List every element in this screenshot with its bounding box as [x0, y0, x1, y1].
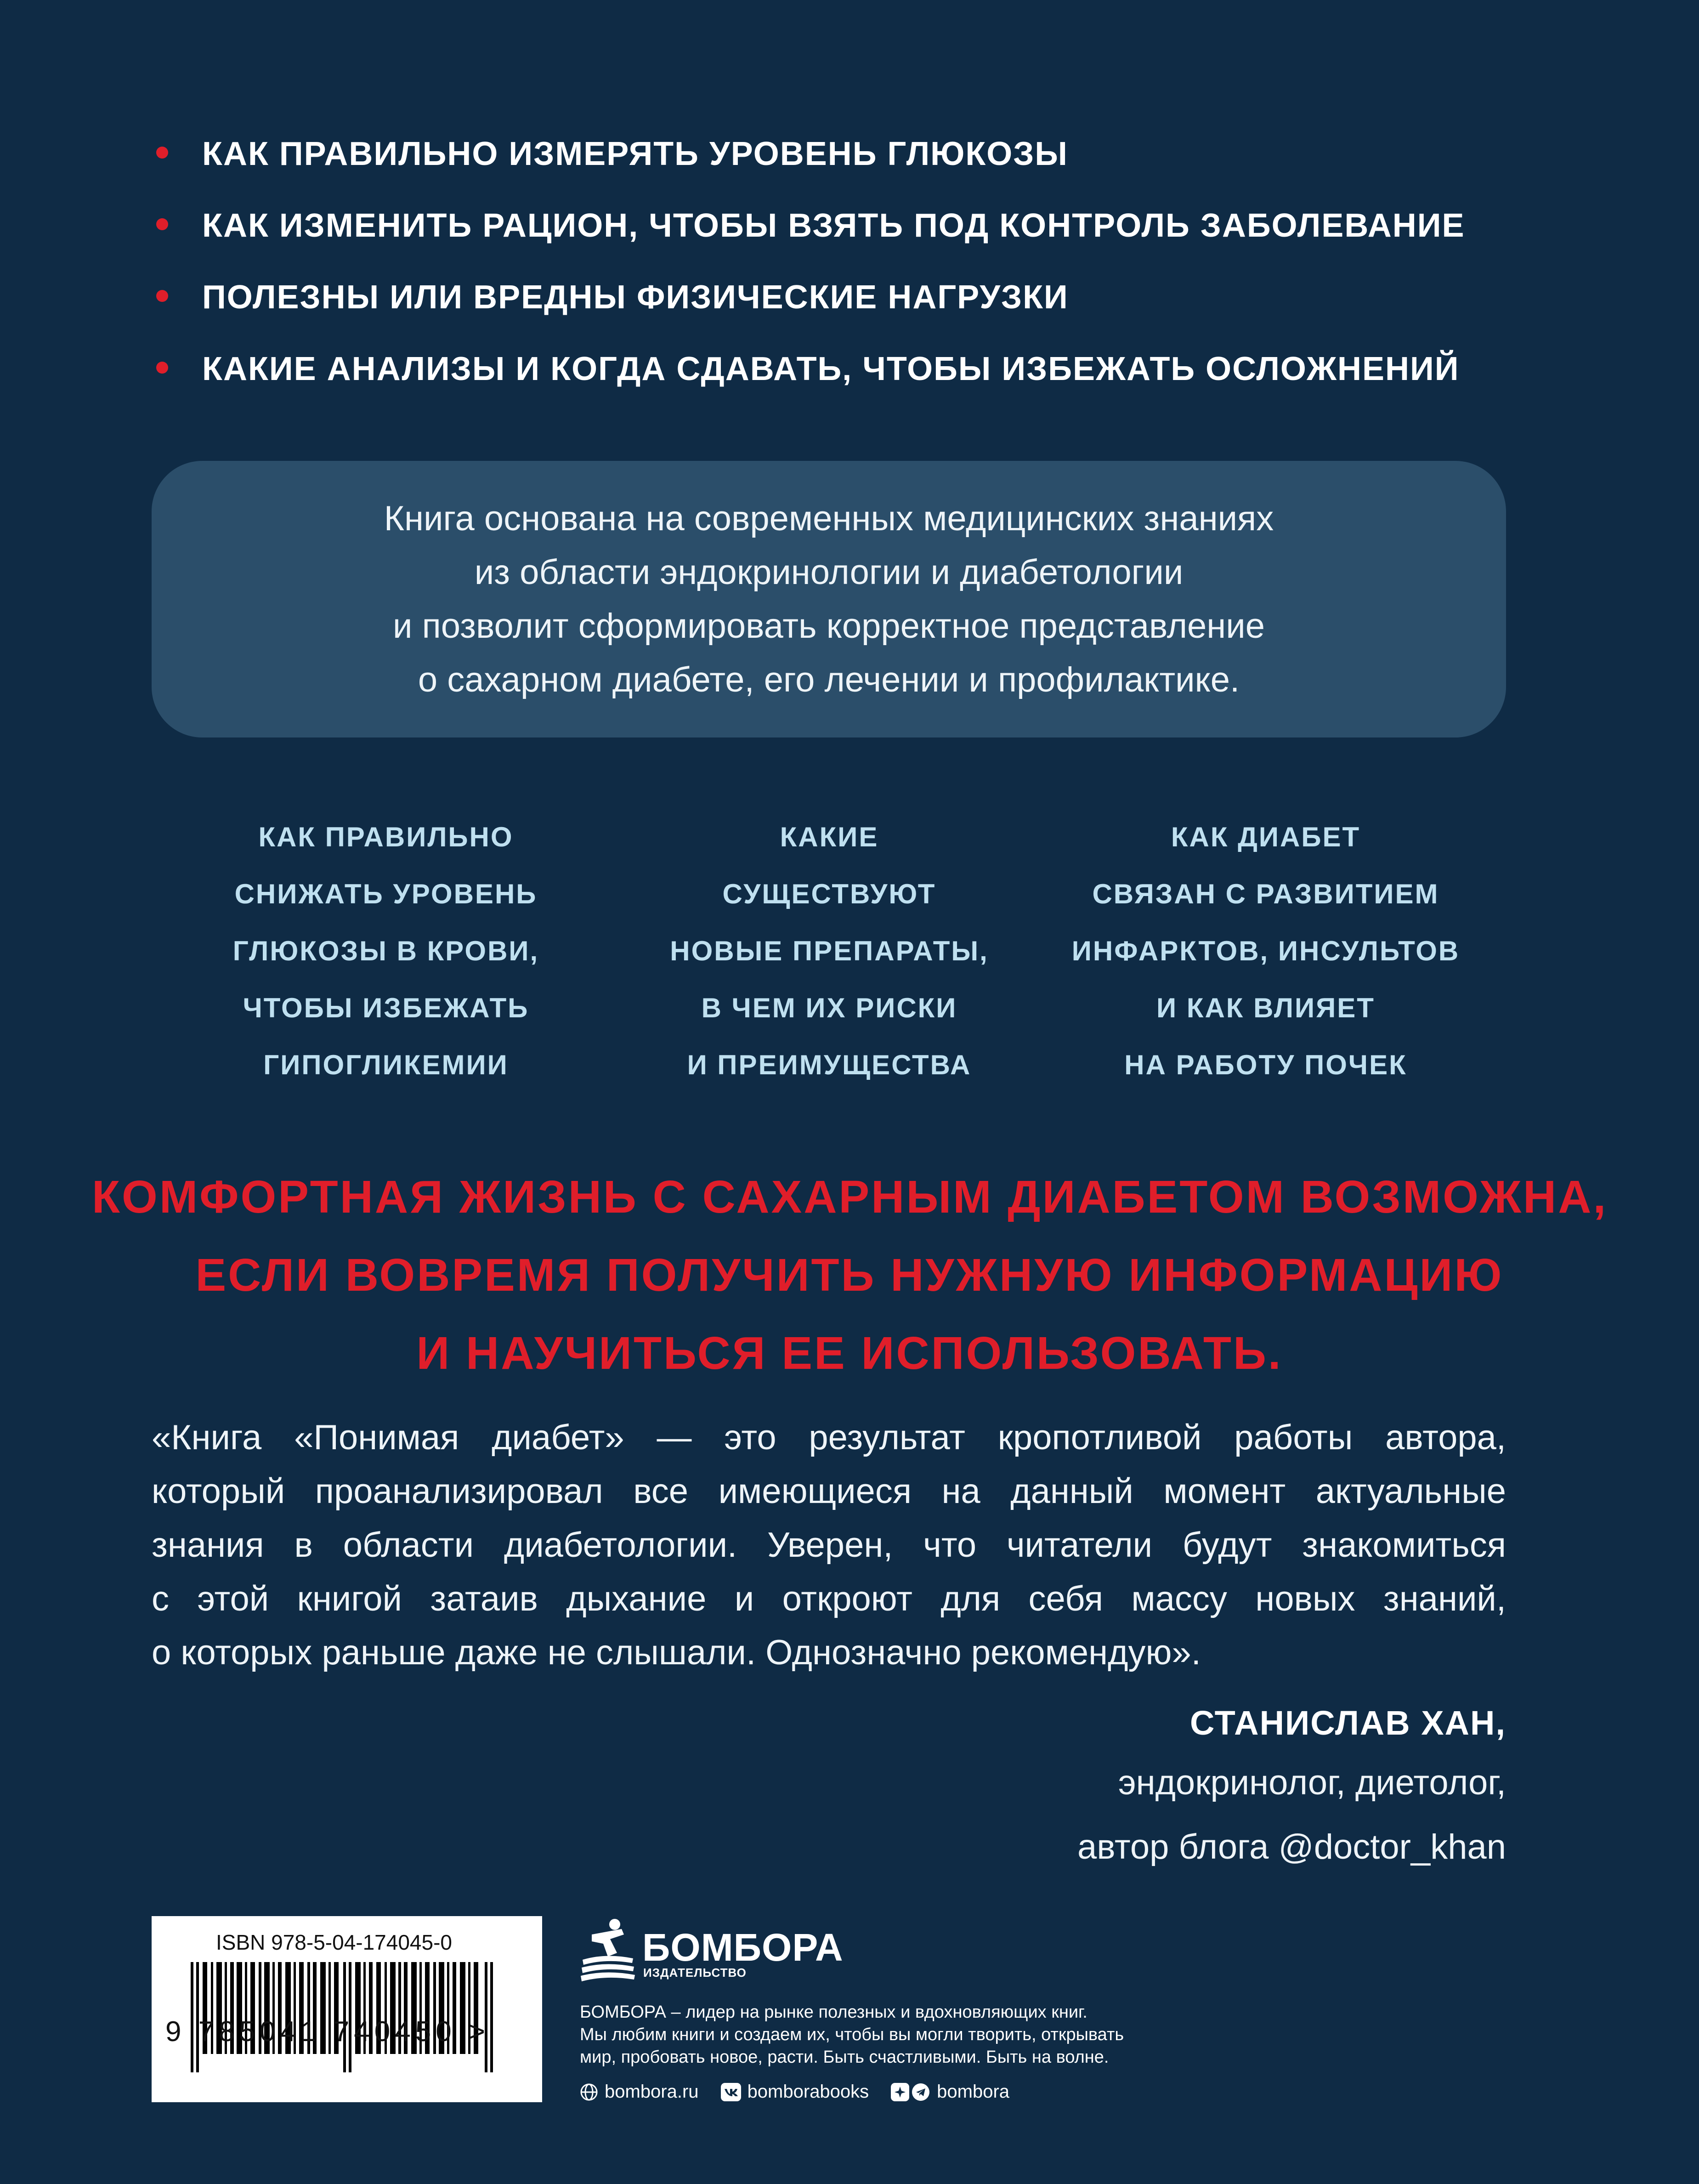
topic-column-3: КАК ДИАБЕТ СВЯЗАН С РАЗВИТИЕМ ИНФАРКТОВ, ИНСУЛЬТОВ И КАК ВЛИЯЕТ НА РАБОТУ ПОЧЕК: [1071, 822, 1460, 1080]
barcode-digits: 9 785041 740450 >: [165, 2016, 490, 2048]
endorsement-quote: «Книга «Понимая диабет» — это результат кропотливой работы автора, который проанализировал все имеющиеся на данный момент актуальные знания в области диабетологии. Уверен, что читатели будут знакомиться с этой книгой затаив дыхание и откроют для себя массу новых знаний, о которых раньше даже не слышали. Однозначно рекомендую».: [152, 1418, 1506, 1672]
isbn-barcode: [152, 1916, 542, 2102]
bullet-item: ПОЛЕЗНЫ ИЛИ ВРЕДНЫ ФИЗИЧЕСКИЕ НАГРУЗКИ: [152, 274, 1576, 346]
bullet-item: КАКИЕ АНАЛИЗЫ И КОГДА СДАВАТЬ, ЧТОБЫ ИЗБЕЖАТЬ ОСЛОЖНЕНИЙ: [152, 346, 1576, 418]
social-link-telegram[interactable]: bombora: [891, 2082, 1009, 2102]
info-box: [152, 461, 1506, 737]
publisher-description: БОМБОРА – лидер на рынке полезных и вдохновляющих книг. Мы любим книги и создаем их, чтобы вы могли творить, открывать мир, пробовать новое, расти. Быть счастливыми. Быть на волне.: [580, 2002, 1124, 2067]
author-role: эндокринолог, диетолог,: [1118, 1763, 1506, 1802]
author-blog: автор блога @doctor_khan: [1077, 1827, 1506, 1866]
telegram-icon: [891, 2083, 930, 2101]
globe-icon: [580, 2083, 598, 2101]
isbn-label: ISBN 978-5-04-174045-0: [216, 1930, 452, 1954]
social-links: [580, 2082, 1009, 2102]
red-bullet-icon: [156, 362, 168, 374]
social-link-vk[interactable]: bomborabooks: [721, 2082, 869, 2102]
quote-author: [1077, 1696, 1506, 1879]
tagline: КОМФОРТНАЯ ЖИЗНЬ С САХАРНЫМ ДИАБЕТОМ ВОЗМОЖНА, ЕСЛИ ВОВРЕМЯ ПОЛУЧИТЬ НУЖНУЮ ИНФОРМАЦИЮ И НАУЧИТЬСЯ ЕЕ ИСПОЛЬЗОВАТЬ.: [92, 1171, 1608, 1379]
info-line: Книга основана на современных медицинских знаниях: [384, 499, 1274, 538]
red-bullet-icon: [156, 290, 168, 302]
publisher-subtitle: ИЗДАТЕЛЬСТВО: [643, 1966, 747, 1980]
red-bullet-icon: [156, 147, 168, 159]
social-link-website[interactable]: bombora.ru: [580, 2082, 699, 2102]
topic-column-2: КАКИЕ СУЩЕСТВУЮТ НОВЫЕ ПРЕПАРАТЫ, В ЧЕМ ИХ РИСКИ И ПРЕИМУЩЕСТВА: [670, 822, 989, 1080]
vk-icon: [721, 2083, 741, 2101]
author-name: СТАНИСЛАВ ХАН,: [1190, 1704, 1506, 1742]
bullet-item: КАК ИЗМЕНИТЬ РАЦИОН, ЧТОБЫ ВЗЯТЬ ПОД КОНТРОЛЬ ЗАБОЛЕВАНИЕ: [152, 203, 1576, 274]
publisher-logo: [578, 1916, 844, 1985]
bullet-item: КАК ПРАВИЛЬНО ИЗМЕРЯТЬ УРОВЕНЬ ГЛЮКОЗЫ: [152, 131, 1576, 203]
info-line: и позволит сформировать корректное представление: [393, 607, 1265, 646]
red-bullet-icon: [156, 218, 168, 230]
feature-bullet-list: [152, 131, 1576, 418]
topic-column-1: КАК ПРАВИЛЬНО СНИЖАТЬ УРОВЕНЬ ГЛЮКОЗЫ В КРОВИ, ЧТОБЫ ИЗБЕЖАТЬ ГИПОГЛИКЕМИИ: [232, 822, 539, 1080]
bombora-surfer-icon: [578, 1916, 638, 1985]
info-line: о сахарном диабете, его лечении и профилактике.: [418, 660, 1240, 699]
info-line: из области эндокринологии и диабетологии: [474, 553, 1184, 592]
publisher-name: БОМБОРА: [642, 1926, 844, 1969]
